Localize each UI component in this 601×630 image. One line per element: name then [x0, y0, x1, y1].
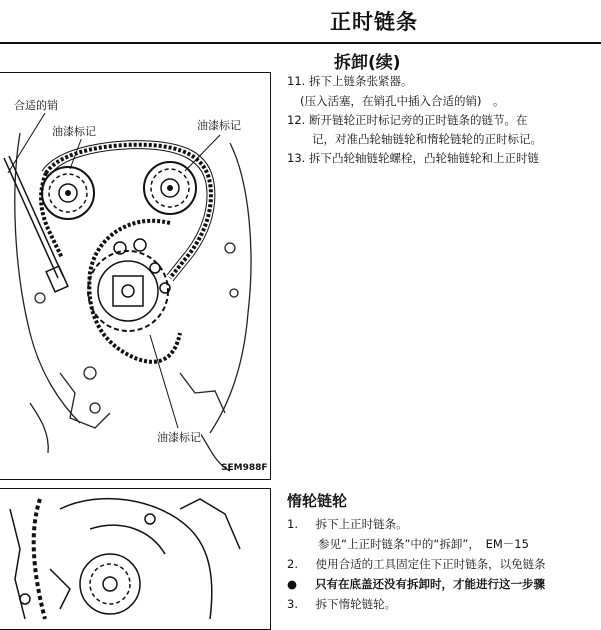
idler-step-1-ref: [318, 537, 529, 551]
step-number: 12.: [287, 113, 306, 127]
timing-chain-drawing: [0, 73, 270, 479]
idler-step-note: [287, 577, 545, 591]
step-text: 使用合适的工具固定住下正时链条，以免链条: [315, 557, 546, 571]
idler-section-title: 惰轮链轮: [287, 492, 348, 510]
bullet: ●: [287, 577, 298, 591]
idler-step-1: [287, 517, 408, 531]
section-title: 拆卸(续): [334, 53, 401, 73]
step-number: 13.: [287, 151, 306, 165]
idler-sprocket-drawing: [0, 489, 270, 629]
step-text: 参见“上正时链条”中的“拆卸”， EM－15: [318, 537, 529, 551]
step-text: (压入活塞，在销孔中插入合适的销) 。: [300, 94, 505, 108]
idler-step-2: [287, 557, 546, 571]
step-number: 3.: [287, 597, 298, 611]
step-number: 2.: [287, 557, 298, 571]
label-suitable-pin: 合适的销: [14, 99, 58, 112]
idler-step-3: [287, 597, 396, 611]
figure-code: SEM988F: [221, 463, 268, 473]
step-text: 拆下上正时链条。: [315, 517, 408, 531]
step-number: 11.: [287, 74, 306, 88]
step-11: [287, 74, 412, 88]
step-text: 断开链轮正时标记旁的正时链条的链节。在: [308, 113, 528, 127]
step-number: 1.: [287, 517, 298, 531]
step-12: [287, 113, 527, 127]
timing-chain-figure: [0, 72, 271, 480]
idler-sprocket-figure: [0, 488, 271, 630]
step-11-note: [300, 94, 504, 108]
step-12-cont: [312, 132, 542, 146]
page-title: 正时链条: [330, 10, 418, 34]
step-text: 拆下凸轮轴链轮螺栓，凸轮轴链轮和上正时链: [308, 151, 539, 165]
label-paint-mark-right: 油漆标记: [197, 119, 241, 132]
step-13: [287, 151, 539, 165]
step-text: 记，对准凸轮轴链轮和惰轮链轮的正时标记。: [312, 132, 542, 146]
header-divider: [0, 42, 601, 44]
step-text: 拆下上链条张紧器。: [308, 74, 413, 88]
label-paint-mark-bottom: 油漆标记: [157, 431, 201, 444]
label-paint-mark-left: 油漆标记: [52, 125, 96, 138]
step-text: 拆下惰轮链轮。: [315, 597, 397, 611]
step-text: 只有在底盖还没有拆卸时，才能进行这一步骤: [315, 577, 546, 591]
